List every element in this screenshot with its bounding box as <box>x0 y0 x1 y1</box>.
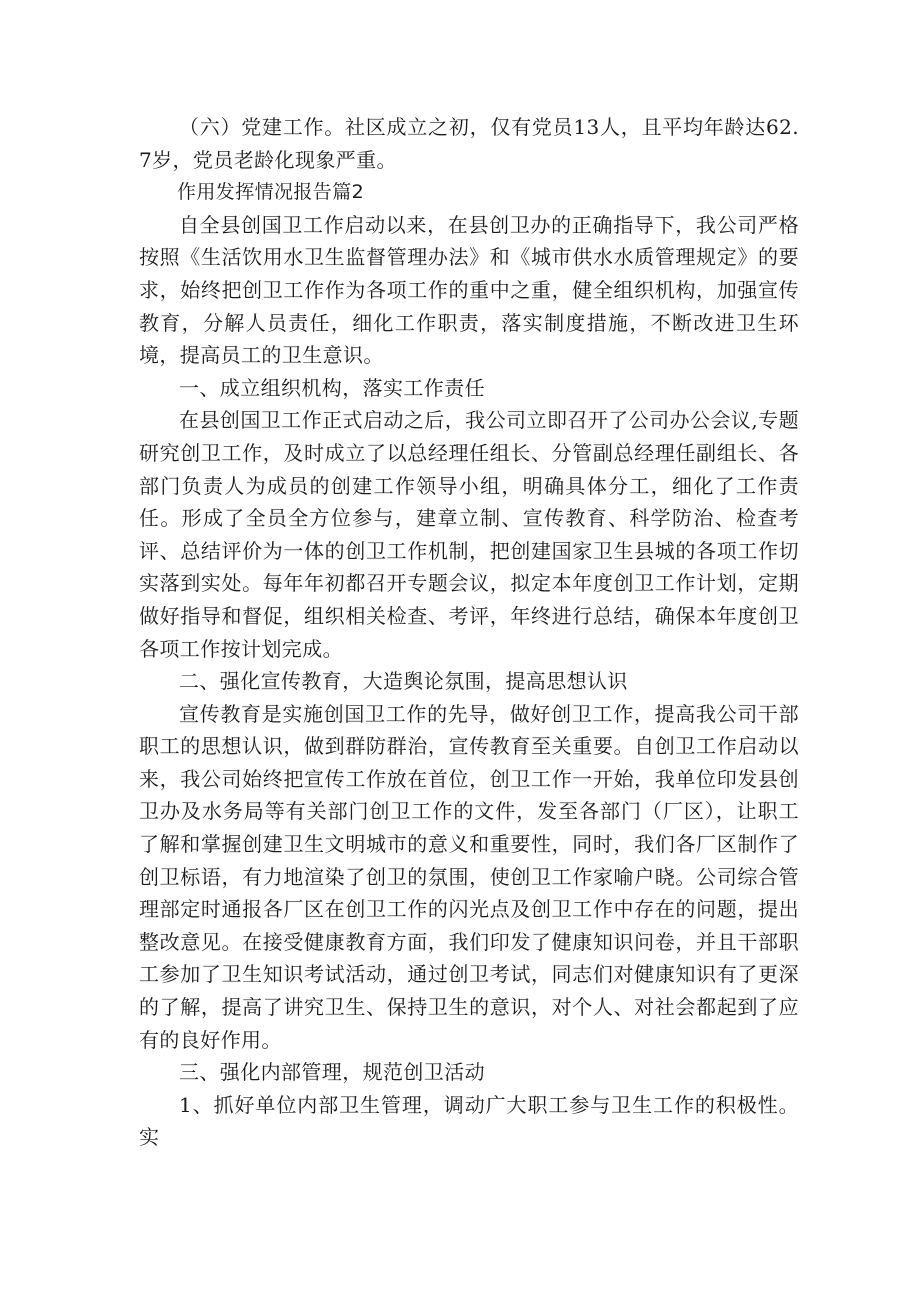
paragraph-intro: 自全县创国卫工作启动以来，在县创卫办的正确指导下，我公司严格按照《生活饮用水卫生监督管理办法》和《城市供水水质管理规定》的要求，始终把创卫工作作为各项工作的重中之重，健全组织机构，加强宣传教育，分解人员责任，细化工作职责，落实制度措施，不断改进卫生环境，提高员工的卫生意识。 <box>139 212 799 368</box>
paragraph-publicity: 宣传教育是实施创国卫工作的先导，做好创卫工作，提高我公司干部职工的思想认识，做到群防群治，宣传教育至关重要。自创卫工作启动以来，我公司始终把宣传工作放在首位，创卫工作一开始，我单位印发县创卫办及水务局等有关部门创卫工作的文件，发至各部门（厂区），让职工了解和掌握创建卫生文明城市的意义和重要性，同时，我们各厂区制作了创卫标语，有力地渲染了创卫的氛围，使创卫工作家喻户晓。公司综合管理部定时通报各厂区在创卫工作的闪光点及创卫工作中存在的问题，提出整改意见。在接受健康教育方面，我们印发了健康知识问卷，并且干部职工参加了卫生知识考试活动，通过创卫考试，同志们对健康知识有了更深的了解，提高了讲究卫生、保持卫生的意识，对个人、对社会都起到了应有的良好作用。 <box>139 701 799 1052</box>
document-page <box>139 111 799 1154</box>
paragraph-party-building: （六）党建工作。社区成立之初，仅有党员13人，且平均年龄达62.7岁，党员老龄化现象严重。 <box>139 115 799 172</box>
paragraph-internal-management: 1、抓好单位内部卫生管理，调动广大职工参与卫生工作的积极性。实 <box>139 1092 799 1150</box>
heading-internal-management: 三、强化内部管理，规范创卫活动 <box>179 1060 485 1085</box>
heading-publicity: 二、强化宣传教育，大造舆论氛围，提高思想认识 <box>179 669 628 694</box>
paragraph-organization: 在县创国卫工作正式启动之后，我公司立即召开了公司办公会议,专题研究创卫工作，及时成立了以总经理任组长、分管副总经理任副组长、各部门负责人为成员的创建工作领导小组，明确具体分工，细化了工作责任。形成了全员全方位参与，建章立制、宣传教育、科学防治、检查考评、总结评价为一体的创卫工作机制，把创建国家卫生县城的各项工作切实落到实处。每年年初都召开专题会议，拟定本年度创卫工作计划，定期做好指导和督促，组织相关检查、考评，年终进行总结，确保本年度创卫各项工作按计划完成。 <box>139 408 799 661</box>
section-title-report-2: 作用发挥情况报告篇2 <box>177 181 365 204</box>
heading-organization: 一、成立组织机构，落实工作责任 <box>179 375 485 400</box>
